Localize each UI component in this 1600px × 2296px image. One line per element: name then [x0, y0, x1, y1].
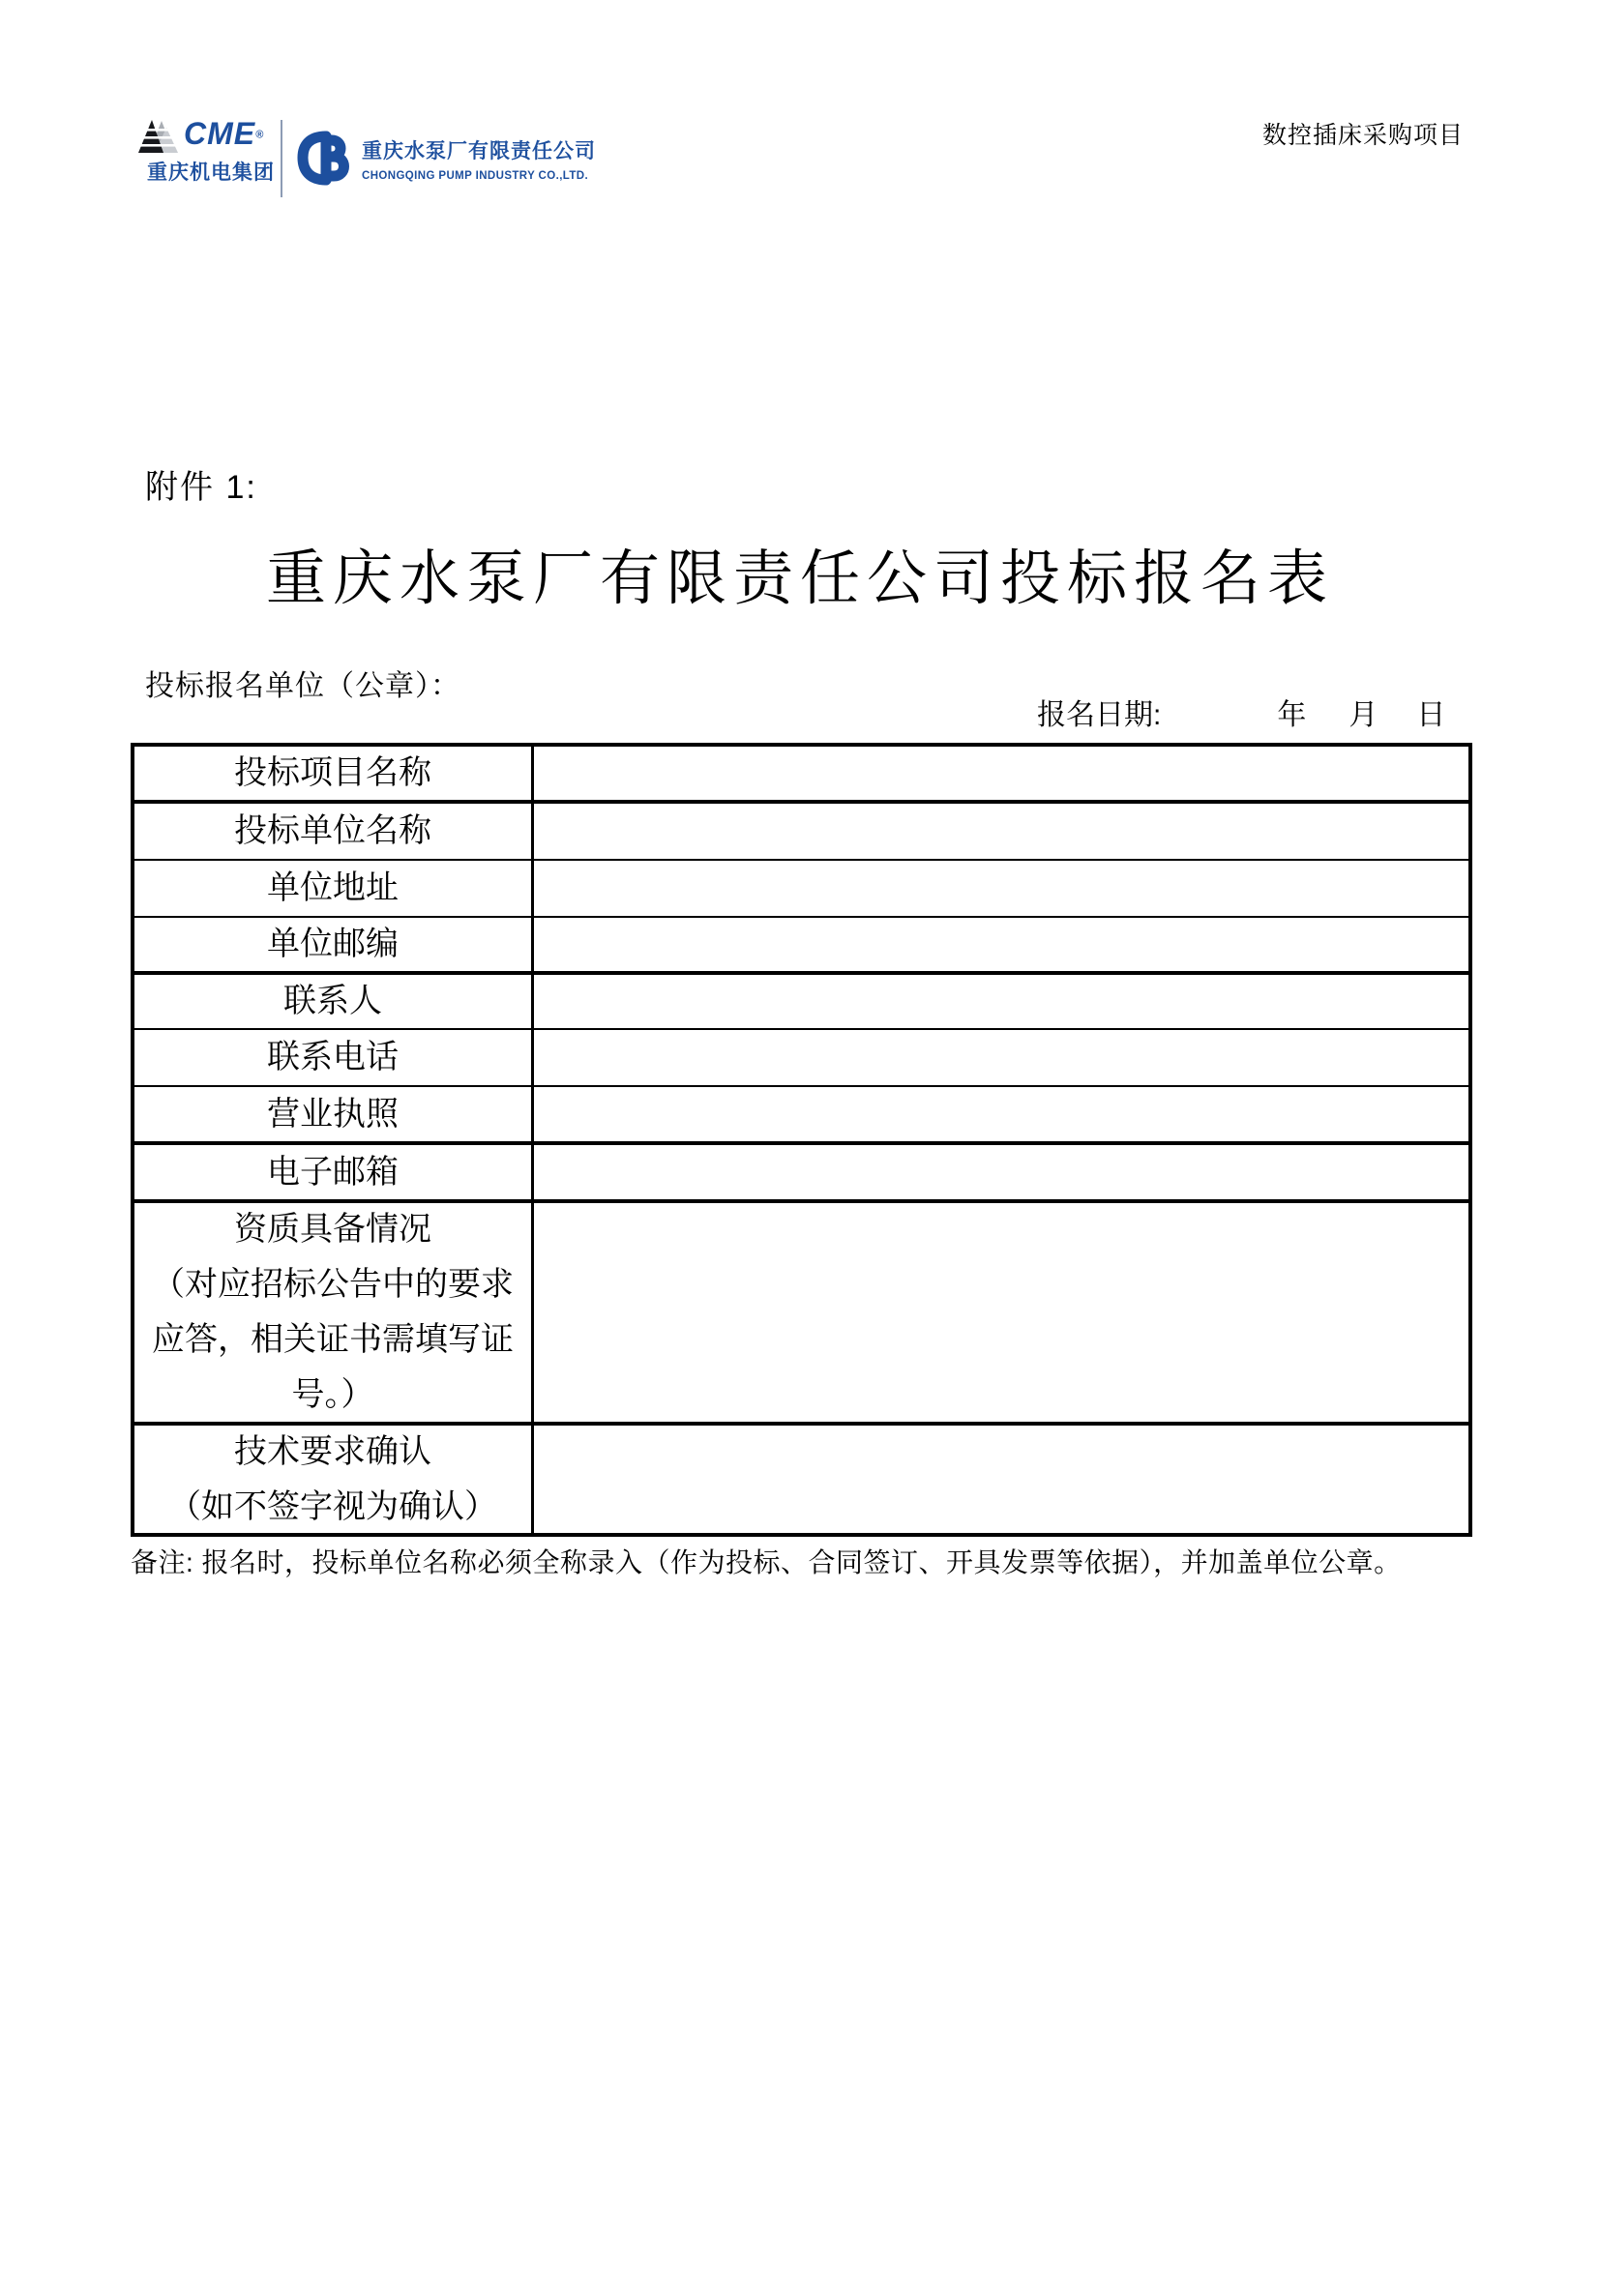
cell-contact[interactable] [534, 975, 1468, 1028]
table-row [134, 1087, 1468, 1145]
mountain-icon [137, 116, 182, 155]
applicant-seal-label: 投标报名单位（公章）： [145, 670, 460, 702]
attachment-label: 附件 1: [145, 469, 257, 506]
table-row [134, 975, 1468, 1030]
project-tag: 数控插床采购项目 [1261, 122, 1464, 149]
logo-divider [281, 120, 282, 197]
row-label-phone: 联系电话 [134, 1030, 534, 1085]
registered-mark: ® [255, 129, 264, 141]
group-name: 重庆机电集团 [147, 162, 275, 184]
cme-wordmark [184, 116, 263, 152]
date-label: 报名日期: [1037, 699, 1162, 731]
table-row [134, 1145, 1468, 1203]
company-name-en: CHONGQING PUMP INDUSTRY CO.,LTD. [362, 170, 589, 182]
row-label-address: 单位地址 [134, 861, 534, 916]
row-label-tech-confirm: 技术要求确认 （如不签字视为确认） [134, 1426, 534, 1533]
cell-tech-confirm[interactable] [534, 1426, 1468, 1533]
table-row [134, 1030, 1468, 1087]
row-label-postcode: 单位邮编 [134, 918, 534, 971]
table-row [134, 804, 1468, 861]
cell-email[interactable] [534, 1145, 1468, 1199]
page-title: 重庆水泵厂有限责任公司投标报名表 [265, 545, 1334, 612]
registration-form-table [131, 743, 1472, 1537]
date-month-label: 月 [1348, 699, 1378, 731]
row-label-qualifications: 资质具备情况 （对应招标公告中的要求应答，相关证书需填写证号。） [134, 1203, 534, 1422]
cell-qualifications[interactable] [534, 1203, 1468, 1422]
pump-logo-icon [296, 127, 352, 191]
registration-date-line [1037, 691, 1445, 733]
date-year-label: 年 [1277, 699, 1307, 731]
cell-phone[interactable] [534, 1030, 1468, 1085]
cell-postcode[interactable] [534, 918, 1468, 971]
table-row [134, 861, 1468, 918]
cell-bidder-name[interactable] [534, 804, 1468, 859]
row-label-email: 电子邮箱 [134, 1145, 534, 1199]
cme-group-logo [135, 112, 273, 205]
table-row [134, 1203, 1468, 1426]
row-label-project-name: 投标项目名称 [134, 747, 534, 800]
cell-address[interactable] [534, 861, 1468, 916]
table-row [134, 918, 1468, 975]
row-label-contact: 联系人 [134, 975, 534, 1028]
company-name-block [362, 135, 596, 182]
cell-project-name[interactable] [534, 747, 1468, 800]
row-label-bidder-name: 投标单位名称 [134, 804, 534, 859]
table-row [134, 747, 1468, 804]
cme-text: CME [184, 116, 256, 151]
table-row [134, 1426, 1468, 1533]
company-logo [135, 108, 596, 209]
row-label-license: 营业执照 [134, 1087, 534, 1141]
remark-note: 备注: 报名时，投标单位名称必须全称录入（作为投标、合同签订、开具发票等依据），并加盖单位公章。 [131, 1547, 1402, 1577]
date-day-label: 日 [1416, 699, 1446, 731]
cell-license[interactable] [534, 1087, 1468, 1141]
company-name-cn: 重庆水泵厂有限责任公司 [362, 140, 596, 162]
